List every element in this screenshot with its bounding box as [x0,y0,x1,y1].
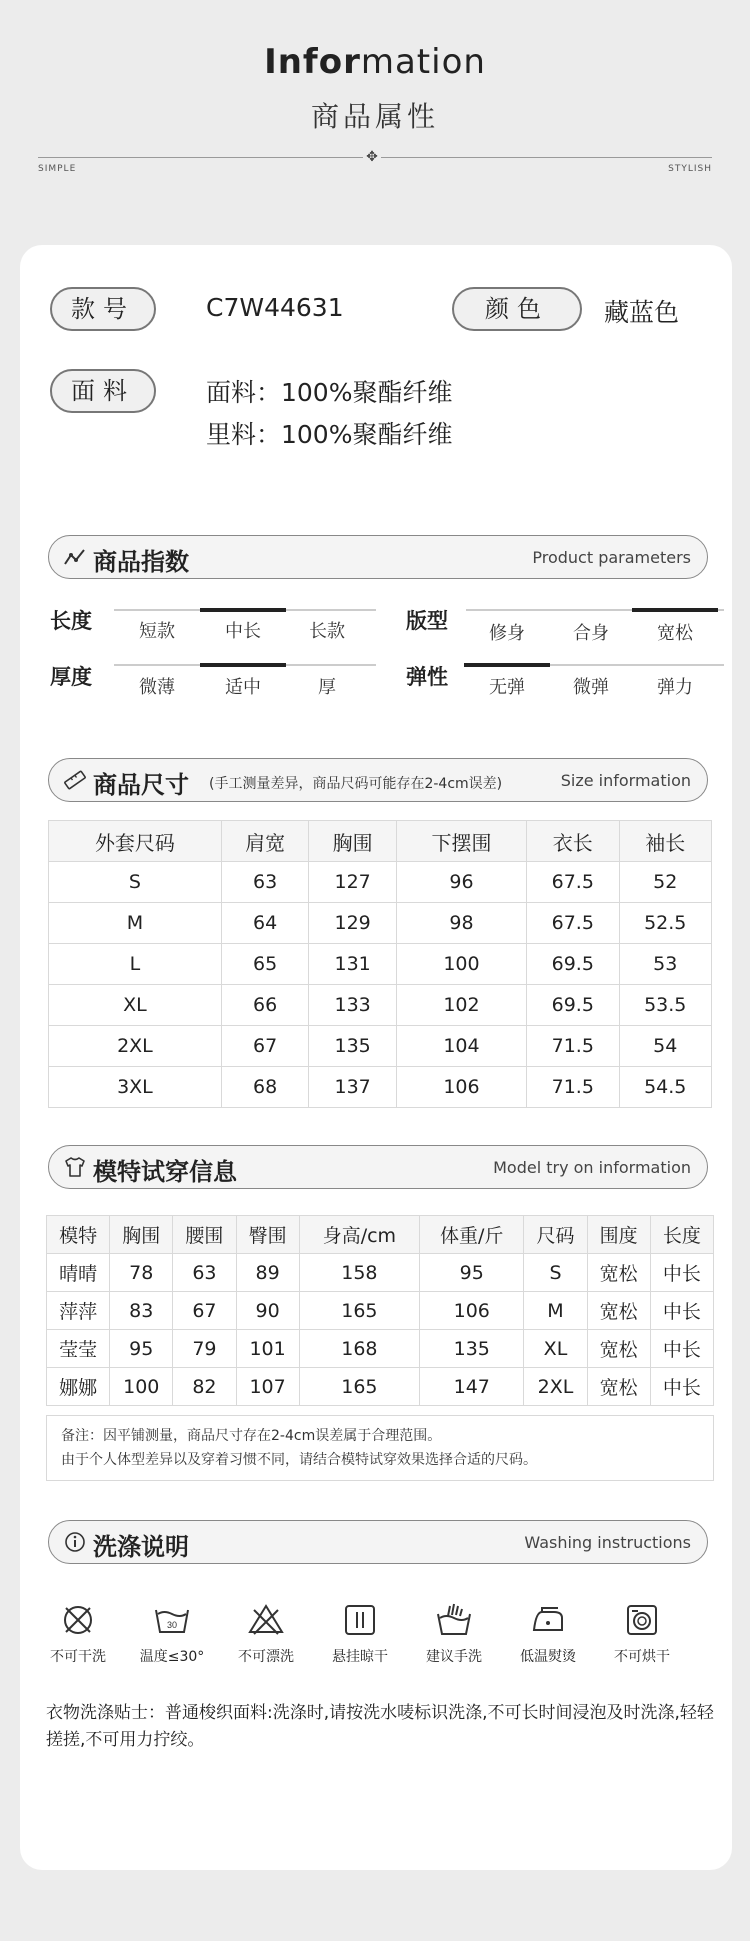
table-cell: 107 [236,1368,299,1406]
color-label: 颜色 [452,287,582,331]
table-row [49,903,712,944]
table-row [47,1254,714,1292]
table-cell: 68 [221,1067,309,1108]
table-cell: 2XL [524,1368,587,1406]
fabric-label: 面料 [50,369,156,413]
model-table [46,1215,714,1406]
table-cell: 89 [236,1254,299,1292]
wash-label: 不可漂洗 [238,1649,294,1665]
table-cell: 131 [309,944,397,985]
table-cell: 98 [396,903,526,944]
table-header-cell: 长度 [650,1216,713,1254]
table-cell: 100 [396,944,526,985]
table-header-cell: 衣长 [527,821,619,862]
index-label-length: 长度 [50,609,92,633]
ruler-icon [63,768,87,792]
fabric-outer: 面料：100%聚酯纤维 [206,378,453,407]
no-tumble-dry-icon [622,1600,662,1640]
size-bar [48,758,708,802]
table-header-cell: 尺码 [524,1216,587,1254]
table-cell: 中长 [650,1292,713,1330]
remark-line: 由于个人体型差异以及穿着习惯不同，请结合模特试穿效果选择合适的尺码。 [61,1452,537,1468]
title-en-light: mation [360,42,486,82]
table-cell: M [524,1292,587,1330]
index-option: 微弹 [573,677,609,698]
table-cell: 165 [299,1292,419,1330]
table-cell: 104 [396,1026,526,1067]
index-option: 弹力 [657,677,693,698]
wash-label: 不可干洗 [50,1649,106,1665]
table-header-cell: 腰围 [173,1216,236,1254]
table-cell: S [524,1254,587,1292]
index-label-elasticity: 弹性 [406,665,448,689]
table-row [47,1330,714,1368]
table-header-cell: 体重/斤 [420,1216,524,1254]
table-cell: S [49,862,222,903]
table-header-cell: 胸围 [309,821,397,862]
table-cell: 宽松 [587,1368,650,1406]
size-note: (手工测量差异，商品尺码可能存在2-4cm误差) [209,776,503,792]
remark-box [46,1415,714,1481]
table-cell: 69.5 [527,944,619,985]
index-selected-marker [200,608,286,612]
wash-item [38,1600,118,1666]
index-option-selected: 宽松 [657,623,693,644]
wash-label: 悬挂晾干 [332,1649,388,1665]
table-cell: L [49,944,222,985]
size-title-en: Size information [560,771,691,790]
table-cell: 90 [236,1292,299,1330]
table-header-cell: 袖长 [619,821,712,862]
table-cell: 67.5 [527,903,619,944]
index-selected-marker [464,663,550,667]
table-cell: 67.5 [527,862,619,903]
table-row [47,1368,714,1406]
table-cell: 95 [110,1330,173,1368]
wash-bar [48,1520,708,1564]
no-bleach-icon [246,1600,286,1640]
table-cell: 100 [110,1368,173,1406]
table-cell: 147 [420,1368,524,1406]
wash-label: 建议手洗 [426,1649,482,1665]
table-row [49,985,712,1026]
low-iron-icon [528,1600,568,1640]
index-option: 短款 [139,621,175,642]
index-option: 长款 [309,621,345,642]
table-cell: 133 [309,985,397,1026]
table-cell: 63 [221,862,309,903]
index-option: 合身 [573,623,609,644]
wash-item [320,1600,400,1666]
tag-simple: SIMPLE [38,164,77,174]
table-header-cell: 模特 [47,1216,110,1254]
tag-stylish: STYLISH [668,164,712,174]
table-cell: 165 [299,1368,419,1406]
table-header-cell: 身高/cm [299,1216,419,1254]
index-label-fit: 版型 [406,609,448,633]
index-option-selected: 适中 [225,677,261,698]
style-no-value: C7W44631 [206,293,344,322]
table-cell: 137 [309,1067,397,1108]
product-index-bar [48,535,708,579]
table-row [49,1067,712,1108]
size-title: 商品尺寸 [93,771,189,799]
index-option-selected: 无弹 [489,677,525,698]
table-cell: 54 [619,1026,712,1067]
info-icon [63,1530,87,1554]
table-cell: 中长 [650,1254,713,1292]
title-cn: 商品属性 [310,100,439,133]
table-cell: 晴晴 [47,1254,110,1292]
table-row [49,944,712,985]
table-cell: 52 [619,862,712,903]
title-en [0,42,750,82]
table-cell: 101 [236,1330,299,1368]
table-cell: 52.5 [619,903,712,944]
table-cell: 53 [619,944,712,985]
table-cell: 127 [309,862,397,903]
table-cell: 53.5 [619,985,712,1026]
color-value: 藏蓝色 [604,298,680,327]
table-cell: 2XL [49,1026,222,1067]
shirt-icon [63,1155,87,1179]
wash-item [226,1600,306,1666]
model-title: 模特试穿信息 [93,1158,237,1186]
table-row [47,1292,714,1330]
table-cell: 83 [110,1292,173,1330]
table-cell: 54.5 [619,1067,712,1108]
table-cell: 129 [309,903,397,944]
wash-30-icon [152,1600,192,1640]
table-row [49,1026,712,1067]
title-en-bold: Infor [264,42,361,82]
table-cell: 66 [221,985,309,1026]
index-label-thickness: 厚度 [50,665,92,689]
trend-line-icon [63,545,87,569]
wash-label: 温度≤30° [139,1649,205,1665]
index-title: 商品指数 [93,548,189,576]
table-header-row [47,1216,714,1254]
table-cell: 106 [396,1067,526,1108]
wash-title-en: Washing instructions [524,1533,691,1552]
table-cell: 158 [299,1254,419,1292]
table-cell: 82 [173,1368,236,1406]
table-cell: 67 [173,1292,236,1330]
page-header [0,0,750,245]
wash-label: 不可烘干 [614,1649,670,1665]
wash-item [508,1600,588,1666]
table-cell: 63 [173,1254,236,1292]
no-dry-clean-icon [58,1600,98,1640]
table-row [49,862,712,903]
table-cell: 宽松 [587,1330,650,1368]
wash-temp-badge: 30 [166,1620,178,1630]
table-cell: 106 [420,1292,524,1330]
fabric-lining: 里料：100%聚酯纤维 [206,420,453,449]
table-header-cell: 胸围 [110,1216,173,1254]
model-title-en: Model try on information [493,1158,691,1177]
table-cell: 65 [221,944,309,985]
rule-ornament-icon: ✥ [363,148,381,166]
table-cell: XL [49,985,222,1026]
table-cell: 79 [173,1330,236,1368]
table-cell: 168 [299,1330,419,1368]
table-cell: 宽松 [587,1292,650,1330]
table-cell: 95 [420,1254,524,1292]
index-selected-marker [200,663,286,667]
wash-label: 低温熨烫 [520,1649,576,1665]
index-selected-marker [632,608,718,612]
index-option: 修身 [489,623,525,644]
wash-item [132,1600,212,1666]
table-cell: 3XL [49,1067,222,1108]
index-option: 厚 [318,677,336,698]
info-card [20,245,732,1870]
table-cell: 78 [110,1254,173,1292]
table-cell: 中长 [650,1368,713,1406]
wash-tips: 衣物洗涤贴士：普通梭织面料:洗涤时,请按洗水唛标识洗涤,不可长时间浸泡及时洗涤,轻轻搓搓,不可用力拧绞。 [46,1703,714,1750]
wash-item [414,1600,494,1666]
index-option: 微薄 [139,677,175,698]
table-header-row [49,821,712,862]
table-cell: 71.5 [527,1067,619,1108]
index-title-en: Product parameters [532,548,691,567]
table-cell: 宽松 [587,1254,650,1292]
hand-wash-icon [434,1600,474,1640]
table-cell: 102 [396,985,526,1026]
wash-item [602,1600,682,1666]
table-header-cell: 肩宽 [221,821,309,862]
table-cell: 71.5 [527,1026,619,1067]
table-cell: 64 [221,903,309,944]
table-header-cell: 围度 [587,1216,650,1254]
style-no-label: 款号 [50,287,156,331]
size-table [48,820,712,1108]
table-header-cell: 外套尺码 [49,821,222,862]
table-cell: 135 [309,1026,397,1067]
remark-line: 备注：因平铺测量，商品尺寸存在2-4cm误差属于合理范围。 [61,1428,442,1444]
table-cell: M [49,903,222,944]
model-bar [48,1145,708,1189]
table-cell: 69.5 [527,985,619,1026]
wash-title: 洗涤说明 [93,1533,189,1561]
table-header-cell: 下摆围 [396,821,526,862]
table-cell: XL [524,1330,587,1368]
table-cell: 96 [396,862,526,903]
index-option-selected: 中长 [225,621,261,642]
table-cell: 娜娜 [47,1368,110,1406]
table-cell: 67 [221,1026,309,1067]
table-header-cell: 臀围 [236,1216,299,1254]
table-cell: 中长 [650,1330,713,1368]
table-cell: 莹莹 [47,1330,110,1368]
hang-dry-icon [340,1600,380,1640]
table-cell: 萍萍 [47,1292,110,1330]
table-cell: 135 [420,1330,524,1368]
